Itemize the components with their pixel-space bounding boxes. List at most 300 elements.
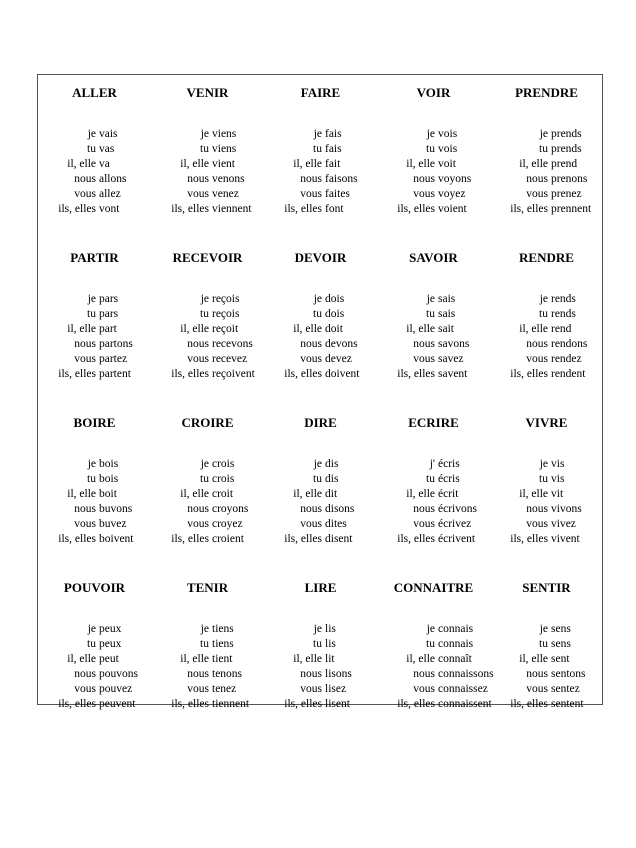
- verb-form: vis: [551, 473, 565, 485]
- verb-form: crois: [212, 458, 235, 470]
- verb-form: boivent: [99, 533, 134, 545]
- verb-form: voyons: [438, 173, 472, 185]
- verb-form: croient: [212, 533, 244, 545]
- verb-form: part: [99, 323, 117, 335]
- pronoun: je: [426, 128, 435, 140]
- pronoun: nous: [413, 668, 435, 680]
- conjugation-row: [377, 157, 490, 172]
- verb-form: dois: [325, 308, 345, 320]
- pronoun: tu: [200, 143, 209, 155]
- verb-form: font: [325, 203, 344, 215]
- pronoun: tu: [87, 638, 96, 650]
- conjugation-row: [377, 502, 490, 517]
- pronoun: nous: [187, 173, 209, 185]
- verb-form: peux: [99, 623, 122, 635]
- conjugation-row: [490, 622, 603, 637]
- verb-form: savez: [438, 353, 464, 365]
- conjugation-row: [151, 502, 264, 517]
- conjugation-row: [38, 472, 151, 487]
- pronoun: vous: [187, 518, 209, 530]
- verb-form: partez: [99, 353, 128, 365]
- pronoun: il, elle: [406, 158, 435, 170]
- verb-form: voit: [438, 158, 456, 170]
- verb-form: connaît: [438, 653, 472, 665]
- conjugation-row: [38, 292, 151, 307]
- verb-title: SAVOIR: [409, 250, 458, 265]
- conjugation-row: [38, 652, 151, 667]
- verb-block-venir: [151, 85, 264, 220]
- pronoun: tu: [313, 638, 322, 650]
- pronoun: vous: [300, 188, 322, 200]
- verb-title: PARTIR: [70, 250, 119, 265]
- verb-block-rendre: [490, 250, 603, 385]
- pronoun: ils, elles: [58, 698, 96, 710]
- verb-block-croire: [151, 415, 264, 550]
- verb-form: connaissent: [438, 698, 492, 710]
- pronoun: vous: [526, 353, 548, 365]
- verb-form: connaissons: [438, 668, 494, 680]
- pronoun: nous: [74, 338, 96, 350]
- verb-block-lire: [264, 580, 377, 715]
- conjugation-row: [38, 457, 151, 472]
- verb-form: prends: [551, 143, 582, 155]
- conjugation-row: [38, 187, 151, 202]
- verb-form: sent: [551, 653, 570, 665]
- verb-form: pouvez: [99, 683, 133, 695]
- conjugation-row: [490, 502, 603, 517]
- conjugation-row: [490, 367, 603, 382]
- verb-form: peut: [99, 653, 119, 665]
- pronoun: vous: [74, 683, 96, 695]
- verb-form: connaissez: [438, 683, 488, 695]
- pronoun: il, elle: [406, 488, 435, 500]
- verb-title: VOIR: [416, 85, 451, 100]
- pronoun: ils, elles: [58, 203, 96, 215]
- conjugation-row: [490, 127, 603, 142]
- pronoun: tu: [313, 143, 322, 155]
- verb-form: écrivez: [438, 518, 472, 530]
- conjugation-row: [377, 682, 490, 697]
- pronoun: vous: [526, 188, 548, 200]
- pronoun: ils, elles: [58, 368, 96, 380]
- pronoun: nous: [526, 338, 548, 350]
- verb-form: vit: [551, 488, 564, 500]
- verb-form: croit: [212, 488, 234, 500]
- conjugation-row: [264, 487, 377, 502]
- pronoun: j': [429, 458, 435, 470]
- pronoun: vous: [300, 518, 322, 530]
- conjugation-row: [377, 202, 490, 217]
- verb-form: lisez: [325, 683, 347, 695]
- pronoun: il, elle: [519, 323, 548, 335]
- verb-block-boire: [38, 415, 151, 550]
- conjugation-row: [377, 337, 490, 352]
- pronoun: nous: [74, 173, 96, 185]
- pronoun: je: [539, 458, 548, 470]
- verb-form: rends: [551, 293, 576, 305]
- conjugation-row: [490, 337, 603, 352]
- verb-form: reçoivent: [212, 368, 255, 380]
- verb-form: vas: [99, 143, 115, 155]
- conjugation-row: [151, 337, 264, 352]
- verb-form: faites: [325, 188, 350, 200]
- conjugation-row: [38, 667, 151, 682]
- pronoun: ils, elles: [397, 533, 435, 545]
- pronoun: tu: [313, 308, 322, 320]
- conjugation-row: [38, 682, 151, 697]
- verb-form: rends: [551, 308, 576, 320]
- pronoun: il, elle: [293, 158, 322, 170]
- pronoun: nous: [300, 668, 322, 680]
- verb-form: dois: [325, 293, 345, 305]
- conjugation-row: [377, 667, 494, 682]
- verb-form: sentent: [551, 698, 584, 710]
- pronoun: tu: [426, 638, 435, 650]
- pronoun: ils, elles: [284, 533, 322, 545]
- conjugation-row: [377, 292, 490, 307]
- verb-form: vivent: [551, 533, 580, 545]
- verb-form: rendez: [551, 353, 582, 365]
- pronoun: ils, elles: [284, 698, 322, 710]
- pronoun: nous: [526, 668, 548, 680]
- pronoun: ils, elles: [510, 698, 548, 710]
- pronoun: vous: [74, 188, 96, 200]
- verb-form: buvons: [99, 503, 133, 515]
- verb-form: fait: [325, 158, 341, 170]
- verb-form: venez: [212, 188, 239, 200]
- pronoun: je: [313, 128, 322, 140]
- conjugation-row: [151, 532, 264, 547]
- conjugation-row: [490, 172, 603, 187]
- verb-form: disons: [325, 503, 355, 515]
- verb-form: tenons: [212, 668, 243, 680]
- verb-form: vient: [212, 158, 235, 170]
- conjugation-row: [490, 637, 603, 652]
- pronoun: tu: [87, 143, 96, 155]
- verb-form: sais: [438, 308, 456, 320]
- conjugation-row: [38, 697, 151, 712]
- pronoun: tu: [87, 473, 96, 485]
- verb-form: allez: [99, 188, 121, 200]
- pronoun: il, elle: [293, 653, 322, 665]
- verb-form: viens: [212, 128, 237, 140]
- pronoun: tu: [539, 473, 548, 485]
- pronoun: je: [87, 458, 96, 470]
- pronoun: nous: [300, 173, 322, 185]
- pronoun: ils, elles: [510, 368, 548, 380]
- verb-title: PRENDRE: [515, 85, 578, 100]
- verb-form: tiennent: [212, 698, 250, 710]
- conjugation-row: [264, 292, 377, 307]
- verb-form: vois: [438, 128, 458, 140]
- conjugation-row: [264, 307, 377, 322]
- verb-form: prenez: [551, 188, 582, 200]
- verb-form: boit: [99, 488, 117, 500]
- pronoun: ils, elles: [510, 203, 548, 215]
- conjugation-sheet: [37, 74, 603, 710]
- conjugation-row: [490, 322, 603, 337]
- verb-form: vivez: [551, 518, 576, 530]
- pronoun: je: [426, 623, 435, 635]
- verb-form: vivons: [551, 503, 582, 515]
- verb-form: dit: [325, 488, 338, 500]
- verb-form: croyons: [212, 503, 249, 515]
- conjugation-row: [151, 637, 264, 652]
- conjugation-row: [264, 157, 377, 172]
- verb-form: viens: [212, 143, 237, 155]
- conjugation-row: [151, 517, 264, 532]
- conjugation-row: [264, 202, 377, 217]
- verb-form: peux: [99, 638, 122, 650]
- verb-form: buvez: [99, 518, 127, 530]
- pronoun: je: [87, 623, 96, 635]
- conjugation-row: [377, 532, 490, 547]
- pronoun: nous: [526, 503, 548, 515]
- verb-form: disent: [325, 533, 353, 545]
- pronoun: je: [313, 293, 322, 305]
- pronoun: il, elle: [293, 488, 322, 500]
- verb-form: tiens: [212, 623, 234, 635]
- pronoun: il, elle: [180, 653, 209, 665]
- pronoun: ils, elles: [397, 698, 435, 710]
- conjugation-row: [490, 517, 603, 532]
- verb-title: SENTIR: [522, 580, 571, 595]
- conjugation-row: [377, 652, 490, 667]
- verb-form: prend: [551, 158, 578, 170]
- verb-form: doivent: [325, 368, 360, 380]
- conjugation-row: [38, 322, 151, 337]
- conjugation-row: [264, 142, 377, 157]
- verb-form: prenons: [551, 173, 588, 185]
- pronoun: je: [200, 458, 209, 470]
- pronoun: vous: [187, 683, 209, 695]
- verb-form: rendons: [551, 338, 588, 350]
- verb-form: savent: [438, 368, 468, 380]
- verb-form: vis: [551, 458, 565, 470]
- verb-form: faisons: [325, 173, 358, 185]
- pronoun: ils, elles: [510, 533, 548, 545]
- verb-block-pouvoir: [38, 580, 151, 715]
- verb-title: FAIRE: [300, 85, 341, 100]
- pronoun: vous: [187, 353, 209, 365]
- conjugation-row: [38, 517, 151, 532]
- conjugation-row: [151, 667, 264, 682]
- conjugation-row: [151, 202, 264, 217]
- conjugation-row: [490, 307, 603, 322]
- pronoun: vous: [187, 188, 209, 200]
- pronoun: je: [200, 623, 209, 635]
- conjugation-row: [264, 337, 377, 352]
- pronoun: je: [539, 128, 548, 140]
- pronoun: il, elle: [293, 323, 322, 335]
- pronoun: nous: [187, 668, 209, 680]
- pronoun: je: [539, 623, 548, 635]
- verb-form: bois: [99, 458, 119, 470]
- conjugation-row: [151, 187, 264, 202]
- conjugation-row: [264, 502, 377, 517]
- pronoun: il, elle: [180, 158, 209, 170]
- pronoun: vous: [526, 518, 548, 530]
- conjugation-row: [151, 367, 264, 382]
- conjugation-row: [151, 142, 264, 157]
- pronoun: tu: [87, 308, 96, 320]
- pronoun: vous: [413, 518, 435, 530]
- verb-form: pars: [99, 308, 119, 320]
- conjugation-row: [490, 697, 603, 712]
- verb-form: fais: [325, 143, 342, 155]
- conjugation-row: [490, 532, 603, 547]
- conjugation-row: [151, 172, 264, 187]
- pronoun: il, elle: [67, 653, 96, 665]
- pronoun: tu: [200, 308, 209, 320]
- verb-title: VENIR: [186, 85, 229, 100]
- conjugation-row: [264, 517, 377, 532]
- conjugation-row: [377, 367, 490, 382]
- verb-block-partir: [38, 250, 151, 385]
- verb-title: TENIR: [186, 580, 229, 595]
- verb-form: tenez: [212, 683, 237, 695]
- verb-form: bois: [99, 473, 119, 485]
- conjugation-row: [151, 352, 264, 367]
- verb-form: peuvent: [99, 698, 136, 710]
- verb-form: écrivent: [438, 533, 476, 545]
- verb-title: DIRE: [304, 415, 337, 430]
- conjugation-row: [490, 667, 603, 682]
- conjugation-row: [38, 157, 151, 172]
- pronoun: je: [313, 458, 322, 470]
- pronoun: nous: [413, 173, 435, 185]
- conjugation-row: [377, 622, 490, 637]
- pronoun: ils, elles: [284, 203, 322, 215]
- pronoun: tu: [313, 473, 322, 485]
- conjugation-row: [151, 292, 264, 307]
- verb-form: reçoit: [212, 323, 239, 335]
- conjugation-row: [38, 307, 151, 322]
- conjugation-row: [38, 622, 151, 637]
- verb-form: connais: [438, 623, 474, 635]
- pronoun: vous: [413, 353, 435, 365]
- verb-form: écrivons: [438, 503, 477, 515]
- conjugation-row: [377, 322, 490, 337]
- conjugation-row: [490, 487, 603, 502]
- pronoun: vous: [74, 518, 96, 530]
- pronoun: il, elle: [519, 653, 548, 665]
- pronoun: nous: [187, 503, 209, 515]
- verb-form: tient: [212, 653, 233, 665]
- pronoun: tu: [426, 473, 435, 485]
- verb-title: RECEVOIR: [172, 250, 243, 265]
- verb-form: recevons: [212, 338, 253, 350]
- conjugation-row: [377, 142, 490, 157]
- pronoun: vous: [413, 188, 435, 200]
- pronoun: il, elle: [180, 488, 209, 500]
- conjugation-row: [490, 292, 603, 307]
- conjugation-row: [377, 487, 490, 502]
- verb-block-recevoir: [151, 250, 264, 385]
- verb-block-savoir: [377, 250, 490, 385]
- verb-form: allons: [99, 173, 127, 185]
- verb-form: devons: [325, 338, 358, 350]
- verb-form: sentons: [551, 668, 586, 680]
- conjugation-row: [264, 352, 377, 367]
- conjugation-row: [151, 307, 264, 322]
- conjugation-row: [490, 157, 603, 172]
- conjugation-row: [38, 367, 151, 382]
- verb-form: partent: [99, 368, 131, 380]
- verb-form: dis: [325, 458, 339, 470]
- pronoun: nous: [74, 668, 96, 680]
- pronoun: il, elle: [67, 158, 96, 170]
- verb-form: recevez: [212, 353, 248, 365]
- pronoun: vous: [300, 353, 322, 365]
- conjugation-row: [264, 457, 377, 472]
- pronoun: nous: [413, 503, 435, 515]
- conjugation-row: [151, 457, 264, 472]
- pronoun: je: [539, 293, 548, 305]
- verb-title: LIRE: [304, 580, 337, 595]
- conjugation-row: [151, 652, 264, 667]
- pronoun: je: [200, 128, 209, 140]
- verb-title: CONNAITRE: [393, 580, 474, 595]
- conjugation-row: [38, 127, 151, 142]
- verb-form: lit: [325, 653, 335, 665]
- pronoun: vous: [526, 683, 548, 695]
- verb-form: doit: [325, 323, 343, 335]
- verb-title: VIVRE: [525, 415, 568, 430]
- conjugation-row: [377, 457, 490, 472]
- conjugation-row: [377, 187, 490, 202]
- conjugation-row: [377, 352, 490, 367]
- conjugation-row: [264, 622, 377, 637]
- verb-form: sait: [438, 323, 454, 335]
- verb-form: reçois: [212, 293, 240, 305]
- verb-title: RENDRE: [519, 250, 574, 265]
- pronoun: vous: [300, 683, 322, 695]
- verb-block-tenir: [151, 580, 264, 715]
- conjugation-row: [377, 127, 490, 142]
- pronoun: il, elle: [180, 323, 209, 335]
- pronoun: il, elle: [519, 488, 548, 500]
- verb-block-faire: [264, 85, 377, 220]
- conjugation-row: [38, 352, 151, 367]
- pronoun: nous: [300, 338, 322, 350]
- verb-form: lis: [325, 623, 336, 635]
- conjugation-row: [151, 622, 264, 637]
- verb-form: lisons: [325, 668, 352, 680]
- conjugation-row: [151, 487, 264, 502]
- conjugation-row: [151, 157, 264, 172]
- conjugation-row: [151, 472, 264, 487]
- pronoun: nous: [74, 503, 96, 515]
- pronoun: ils, elles: [171, 203, 209, 215]
- verb-title: BOIRE: [73, 415, 116, 430]
- pronoun: il, elle: [406, 323, 435, 335]
- conjugation-row: [38, 487, 151, 502]
- verb-form: devez: [325, 353, 352, 365]
- verb-form: viennent: [212, 203, 252, 215]
- pronoun: je: [200, 293, 209, 305]
- verb-block-vivre: [490, 415, 603, 550]
- conjugation-row: [377, 172, 490, 187]
- conjugation-row: [377, 637, 490, 652]
- conjugation-row: [38, 202, 151, 217]
- verb-form: vois: [438, 143, 458, 155]
- verb-form: croyez: [212, 518, 243, 530]
- conjugation-row: [264, 322, 377, 337]
- verb-form: écrit: [438, 488, 459, 500]
- verb-title: ALLER: [72, 85, 117, 100]
- conjugation-row: [264, 187, 377, 202]
